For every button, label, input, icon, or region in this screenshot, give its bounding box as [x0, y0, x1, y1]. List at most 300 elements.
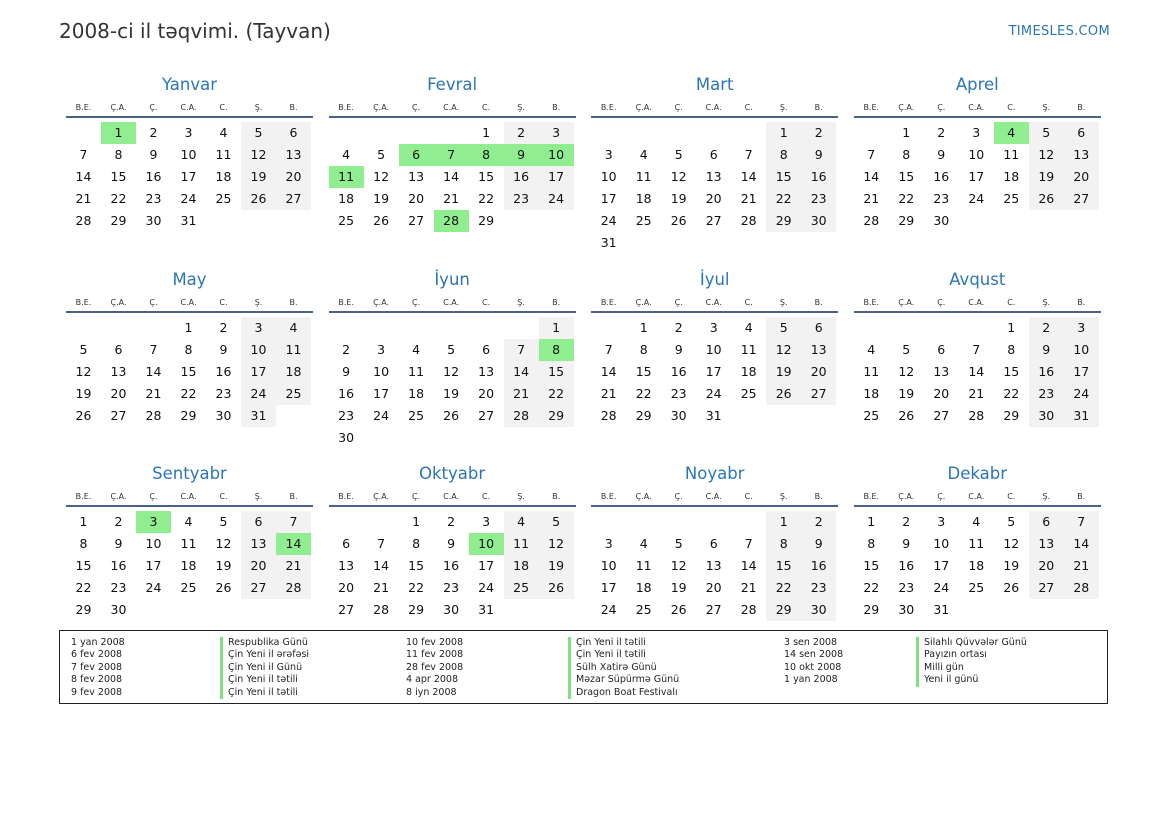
holiday-date: 28 fev 2008	[406, 661, 464, 673]
day-cell-holiday: 8	[539, 339, 574, 361]
day-cell: 2	[114, 514, 123, 529]
day-empty	[924, 317, 959, 339]
day-cell: 2	[1029, 317, 1064, 339]
day-cell: 15	[408, 558, 425, 573]
day-cell: 4	[276, 317, 311, 339]
day-cell: 23	[443, 580, 460, 595]
day-cell: 6	[709, 147, 718, 162]
day-cell: 1	[482, 125, 491, 140]
day-cell: 27	[705, 602, 722, 617]
day-cell: 21	[740, 191, 757, 206]
weekday-label: Ç.A.	[635, 492, 652, 501]
weekday-label: Ş.	[517, 492, 525, 501]
day-cell: 5	[377, 147, 386, 162]
weekday-label: Ç.A.	[373, 297, 390, 307]
day-cell: 12	[766, 339, 801, 361]
day-grid	[854, 511, 1101, 621]
day-cell: 19	[373, 191, 390, 206]
day-cell: 23	[110, 580, 127, 595]
day-grid	[66, 317, 313, 427]
day-cell: 27	[110, 407, 127, 423]
day-cell: 16	[933, 169, 950, 184]
day-empty	[364, 317, 399, 339]
month-name: Mart	[695, 75, 734, 94]
weekday-label: C.A.	[968, 492, 985, 501]
weekday-label: Ç.	[412, 492, 421, 501]
day-cell: 2	[674, 319, 683, 335]
day-cell: 18	[504, 555, 539, 577]
day-cell: 31	[933, 602, 950, 617]
holiday-name-column	[220, 637, 309, 699]
day-empty	[66, 122, 101, 144]
weekday-label: Ç.A.	[898, 297, 915, 307]
day-cell: 17	[373, 385, 390, 401]
day-cell: 28	[1064, 577, 1099, 599]
month-block	[854, 74, 1101, 269]
day-cell: 22	[635, 385, 652, 401]
day-cell: 10	[600, 169, 617, 184]
day-cell: 31	[600, 235, 617, 250]
day-cell: 14	[504, 361, 539, 383]
day-cell: 30	[801, 599, 836, 621]
day-cell: 8	[867, 536, 876, 551]
day-cell: 30	[145, 213, 162, 228]
weekday-label: B.	[1077, 103, 1086, 112]
day-cell: 24	[705, 385, 722, 401]
weekday-label: C.	[744, 492, 753, 501]
day-cell: 20	[1029, 555, 1064, 577]
weekday-label: C.A.	[443, 297, 460, 307]
day-grid	[66, 511, 313, 621]
day-cell: 14	[863, 169, 880, 184]
month-name: Oktyabr	[419, 464, 486, 483]
day-cell: 30	[670, 407, 687, 423]
holiday-name: Çin Yeni il Günü	[220, 662, 309, 674]
day-cell: 18	[635, 191, 652, 206]
day-cell: 2	[801, 511, 836, 533]
day-cell: 28	[600, 407, 617, 423]
day-cell: 17	[705, 363, 722, 379]
day-cell: 22	[766, 188, 801, 210]
day-cell: 9	[342, 363, 351, 379]
day-grid	[66, 122, 313, 232]
holiday-name: Çin Yeni il tətili	[220, 674, 309, 686]
day-empty	[696, 122, 731, 144]
day-cell: 27	[705, 213, 722, 228]
holiday-name: Məzar Süpürmə Günü	[568, 674, 679, 686]
holiday-date: 1 yan 2008	[71, 637, 125, 648]
day-cell: 24	[968, 191, 985, 206]
day-cell: 28	[504, 405, 539, 427]
day-cell: 17	[478, 558, 495, 573]
day-cell: 28	[276, 577, 311, 599]
day-cell: 14	[1064, 533, 1099, 555]
day-cell: 30	[110, 602, 127, 617]
day-cell: 13	[478, 363, 495, 379]
day-cell: 8	[902, 147, 911, 162]
day-cell: 20	[338, 580, 355, 595]
day-cell: 10	[600, 558, 617, 573]
day-cell: 18	[408, 385, 425, 401]
day-cell: 16	[801, 166, 836, 188]
day-cell: 13	[110, 363, 127, 379]
day-cell: 20	[801, 361, 836, 383]
weekday-label: C.	[219, 103, 228, 112]
holiday-date: 11 fev 2008	[406, 649, 464, 661]
weekday-label: B.E.	[600, 103, 617, 112]
day-cell: 15	[898, 169, 915, 184]
day-cell: 1	[867, 514, 876, 529]
weekday-label: Ş.	[254, 103, 263, 112]
day-cell: 20	[1064, 166, 1099, 188]
day-cell: 19	[670, 580, 687, 595]
weekday-label: Ç.	[412, 103, 421, 112]
day-cell: 26	[766, 383, 801, 405]
day-cell: 28	[968, 407, 985, 423]
weekday-label: C.	[1007, 492, 1016, 501]
day-cell: 23	[933, 191, 950, 206]
holiday-name: Silahlı Qüvvələr Günü	[916, 637, 1027, 649]
day-cell: 28	[373, 602, 390, 617]
day-cell: 18	[1003, 169, 1020, 184]
day-cell: 18	[968, 558, 985, 573]
day-cell: 22	[863, 580, 880, 595]
day-cell: 19	[75, 385, 92, 401]
day-cell: 3	[184, 125, 193, 140]
weekday-label: C.	[482, 297, 491, 307]
day-cell: 6	[342, 536, 351, 551]
day-cell: 3	[241, 317, 276, 339]
site-link[interactable]: TIMESLES.COM	[1008, 24, 1110, 39]
day-cell: 25	[180, 580, 197, 595]
weekday-label: Ş.	[1042, 103, 1051, 112]
weekday-label: C.	[482, 492, 491, 501]
weekday-label: Ş.	[254, 297, 263, 307]
day-empty	[591, 511, 626, 533]
day-cell: 29	[766, 599, 801, 621]
holiday-date-column	[406, 637, 463, 699]
day-cell: 9	[1029, 339, 1064, 361]
day-cell: 8	[639, 341, 648, 357]
month-name: May	[172, 269, 207, 289]
day-cell-holiday: 28	[434, 210, 469, 232]
day-grid	[329, 317, 576, 449]
day-cell: 7	[377, 536, 386, 551]
day-cell: 13	[705, 558, 722, 573]
day-cell: 18	[180, 558, 197, 573]
day-cell: 22	[478, 191, 495, 206]
day-cell: 14	[443, 169, 460, 184]
day-cell: 17	[600, 580, 617, 595]
day-cell: 7	[744, 536, 753, 551]
day-cell: 23	[670, 385, 687, 401]
day-cell: 6	[1029, 511, 1064, 533]
day-cell: 29	[766, 210, 801, 232]
day-cell: 27	[478, 407, 495, 423]
day-cell: 16	[1029, 361, 1064, 383]
weekday-label: C.A.	[968, 297, 985, 307]
day-cell: 15	[75, 558, 92, 573]
weekday-label: B.E.	[600, 297, 617, 307]
day-cell: 20	[408, 191, 425, 206]
day-cell: 6	[1064, 122, 1099, 144]
day-cell: 2	[219, 319, 228, 335]
day-cell: 20	[478, 385, 495, 401]
holiday-date: 8 iyn 2008	[406, 686, 457, 698]
day-cell: 22	[898, 191, 915, 206]
holiday-date: 1 yan 2008	[784, 674, 838, 686]
day-cell: 24	[180, 191, 197, 206]
day-cell: 12	[1029, 144, 1064, 166]
month-name: Avqust	[949, 269, 1006, 289]
day-cell: 24	[478, 580, 495, 595]
weekday-label: Ç.A.	[898, 492, 915, 501]
page-title: 2008-ci il təqvimi. (Tayvan)	[59, 19, 331, 43]
weekday-label: Ç.A.	[373, 492, 390, 501]
day-cell-holiday: 10	[539, 144, 574, 166]
holiday-name: Çin Yeni il tətili	[568, 637, 679, 649]
weekday-label: B.	[289, 492, 298, 501]
day-empty	[364, 122, 399, 144]
holiday-name: Payızın ortası	[916, 649, 1027, 661]
day-cell: 28	[145, 407, 162, 423]
day-grid	[591, 317, 838, 427]
holiday-date: 4 apr 2008	[406, 674, 459, 686]
day-cell: 29	[408, 602, 425, 617]
day-cell: 17	[145, 558, 162, 573]
weekday-header	[329, 100, 576, 118]
day-cell: 2	[149, 125, 158, 140]
day-cell: 18	[215, 169, 232, 184]
day-cell-holiday: 9	[504, 144, 539, 166]
day-empty	[731, 511, 766, 533]
day-cell: 13	[1029, 533, 1064, 555]
weekday-label: Ç.	[937, 492, 946, 501]
month-name: Noyabr	[684, 464, 745, 483]
weekday-label: C.A.	[180, 297, 197, 307]
day-cell: 15	[539, 361, 574, 383]
day-cell: 1	[539, 317, 574, 339]
day-cell: 20	[705, 191, 722, 206]
weekday-header	[591, 489, 838, 507]
day-cell: 1	[412, 514, 421, 529]
weekday-label: Ş.	[1042, 492, 1051, 501]
day-cell: 31	[180, 213, 197, 228]
day-cell: 27	[933, 407, 950, 423]
day-cell: 4	[639, 147, 648, 162]
day-grid	[329, 122, 576, 232]
day-empty	[854, 122, 889, 144]
day-cell: 21	[443, 191, 460, 206]
day-cell: 1	[766, 511, 801, 533]
day-cell: 12	[443, 363, 460, 379]
day-cell: 26	[670, 213, 687, 228]
day-cell: 26	[1029, 188, 1064, 210]
day-cell: 12	[898, 363, 915, 379]
day-cell: 6	[709, 536, 718, 551]
weekday-label: C.A.	[968, 103, 985, 112]
weekday-label: Ş.	[779, 492, 788, 501]
weekday-label: Ç.A.	[110, 297, 127, 307]
day-cell: 31	[478, 602, 495, 617]
day-cell: 24	[600, 213, 617, 228]
day-cell: 6	[241, 511, 276, 533]
day-grid	[329, 511, 576, 621]
day-cell: 17	[241, 361, 276, 383]
day-cell: 14	[740, 558, 757, 573]
weekday-header	[854, 100, 1101, 118]
weekday-label: C.A.	[180, 492, 197, 501]
day-cell: 26	[443, 407, 460, 423]
day-cell: 10	[968, 147, 985, 162]
day-cell: 9	[149, 147, 158, 162]
day-cell: 22	[110, 191, 127, 206]
day-cell: 28	[740, 213, 757, 228]
day-cell: 11	[863, 363, 880, 379]
day-cell: 18	[276, 361, 311, 383]
day-grid	[591, 122, 838, 254]
day-cell: 30	[443, 602, 460, 617]
weekday-label: Ç.	[149, 492, 158, 501]
month-name: Sentyabr	[152, 464, 227, 483]
day-cell: 22	[408, 580, 425, 595]
day-empty	[434, 122, 469, 144]
holiday-name: Çin Yeni il ərəfəsi	[220, 649, 309, 661]
day-cell: 19	[1003, 558, 1020, 573]
day-cell: 7	[504, 339, 539, 361]
day-cell: 23	[1029, 383, 1064, 405]
day-cell: 14	[75, 169, 92, 184]
month-name: Fevral	[427, 75, 478, 94]
day-cell: 24	[373, 407, 390, 423]
day-cell: 17	[180, 169, 197, 184]
day-cell: 13	[241, 533, 276, 555]
day-cell: 12	[539, 533, 574, 555]
day-cell: 2	[902, 514, 911, 529]
day-cell: 5	[539, 511, 574, 533]
holiday-name-column	[568, 637, 679, 699]
day-cell: 31	[241, 405, 276, 427]
day-cell: 24	[241, 383, 276, 405]
weekday-label: Ş.	[517, 297, 525, 307]
day-cell: 9	[937, 147, 946, 162]
day-cell: 6	[801, 317, 836, 339]
holiday-date-column	[71, 637, 125, 699]
weekday-label: Ç.	[412, 297, 421, 307]
day-cell: 21	[1064, 555, 1099, 577]
day-cell: 4	[867, 341, 876, 357]
holiday-date: 3 sen 2008	[784, 637, 838, 648]
day-cell: 19	[670, 191, 687, 206]
day-cell-holiday: 8	[469, 144, 504, 166]
weekday-label: B.	[552, 492, 561, 501]
day-cell: 12	[215, 536, 232, 551]
day-cell-holiday: 4	[994, 122, 1029, 144]
day-cell: 3	[604, 536, 613, 551]
weekday-label: Ç.	[674, 492, 683, 501]
weekday-label: Ş.	[254, 492, 263, 501]
day-cell: 29	[110, 213, 127, 228]
month-name: İyun	[434, 269, 470, 289]
weekday-label: B.	[814, 103, 823, 112]
weekday-label: B.E.	[75, 297, 92, 307]
day-cell: 23	[215, 385, 232, 401]
day-cell: 5	[674, 536, 683, 551]
day-cell: 15	[766, 555, 801, 577]
day-cell: 13	[408, 169, 425, 184]
day-cell: 26	[670, 602, 687, 617]
day-cell: 8	[114, 147, 123, 162]
day-cell: 10	[373, 363, 390, 379]
weekday-label: B.	[289, 103, 298, 112]
day-cell: 29	[863, 602, 880, 617]
day-cell: 10	[933, 536, 950, 551]
weekday-label: B.E.	[863, 103, 880, 112]
weekday-label: Ç.	[937, 297, 946, 307]
day-cell: 11	[180, 536, 197, 551]
weekday-label: C.A.	[443, 492, 460, 501]
day-cell: 10	[705, 341, 722, 357]
day-cell: 7	[867, 147, 876, 162]
weekday-header	[854, 295, 1101, 313]
day-cell: 15	[635, 363, 652, 379]
weekday-label: B.E.	[338, 492, 354, 501]
day-cell: 26	[241, 188, 276, 210]
day-cell: 5	[766, 317, 801, 339]
day-cell-holiday: 3	[136, 511, 171, 533]
day-cell: 27	[276, 188, 311, 210]
holiday-date: 6 fev 2008	[71, 649, 123, 661]
weekday-label: B.	[552, 103, 561, 112]
day-cell: 22	[180, 385, 197, 401]
day-cell: 21	[504, 383, 539, 405]
day-cell: 29	[478, 213, 495, 228]
day-cell: 2	[447, 514, 456, 529]
day-cell: 8	[79, 536, 88, 551]
day-cell: 28	[75, 213, 92, 228]
day-cell: 20	[276, 166, 311, 188]
day-cell: 26	[373, 213, 390, 228]
day-cell: 19	[539, 555, 574, 577]
day-cell: 14	[740, 169, 757, 184]
day-cell: 17	[933, 558, 950, 573]
weekday-label: B.	[552, 297, 561, 307]
weekday-label: Ç.A.	[110, 492, 127, 501]
day-cell: 6	[114, 341, 123, 357]
weekday-label: Ç.	[149, 103, 158, 112]
day-cell: 12	[241, 144, 276, 166]
day-cell: 2	[801, 122, 836, 144]
day-cell: 2	[342, 341, 351, 357]
day-cell: 9	[674, 341, 683, 357]
day-cell: 9	[801, 144, 836, 166]
day-cell: 16	[443, 558, 460, 573]
day-cell: 29	[635, 407, 652, 423]
weekday-label: B.E.	[75, 103, 92, 112]
weekday-label: Ç.A.	[898, 103, 915, 112]
day-cell: 6	[482, 341, 491, 357]
day-cell: 25	[504, 577, 539, 599]
day-cell: 18	[635, 580, 652, 595]
month-name: İyul	[699, 269, 730, 289]
month-block	[66, 463, 313, 658]
holiday-list	[59, 630, 1108, 704]
day-cell: 24	[600, 602, 617, 617]
day-cell: 21	[145, 385, 162, 401]
day-cell: 19	[443, 385, 460, 401]
day-cell: 19	[766, 361, 801, 383]
day-cell: 20	[705, 580, 722, 595]
